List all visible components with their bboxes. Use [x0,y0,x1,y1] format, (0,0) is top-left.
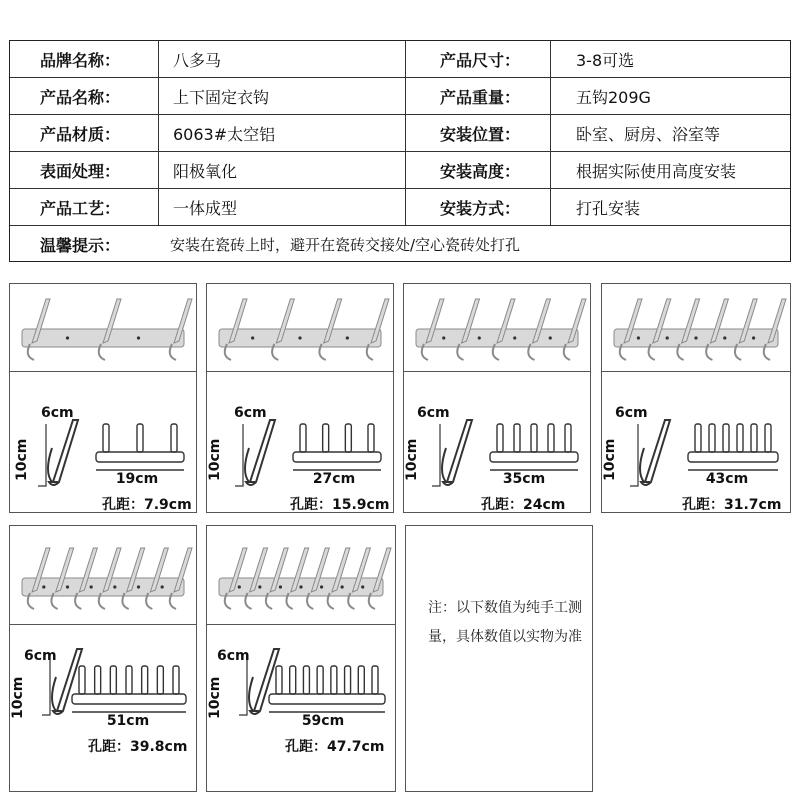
screw-hole [478,336,481,339]
width-label: 27cm [312,471,356,487]
depth-label: 6cm [615,405,648,421]
product-panel-4 [206,283,394,513]
spec-key: 品牌名称： [40,50,121,70]
dimension-bracket [630,424,638,486]
screw-hole [637,336,640,339]
front-hook [548,424,554,452]
profile-hook [245,448,255,482]
height-label: 10cm [602,438,618,481]
measurement-note: 注：以下数值为纯手工测量，具体数值以实物为准 [428,600,582,645]
front-hook [323,424,329,452]
front-hook [317,666,323,694]
depth-label: 6cm [234,405,267,421]
spec-key: 安装高度： [440,161,521,181]
screw-hole [90,585,93,588]
screw-hole [361,585,364,588]
front-bar [269,694,385,704]
front-bar [293,452,381,462]
width-label: 59cm [301,713,345,729]
front-bar [72,694,186,704]
profile-arm [641,420,670,485]
front-hook [95,666,101,694]
spec-key: 产品重量： [440,87,521,107]
front-hook [737,424,743,452]
screw-hole [752,336,755,339]
front-hook [103,424,109,452]
screw-hole [161,585,164,588]
screw-hole [341,585,344,588]
depth-label: 6cm [24,648,57,664]
front-hook [142,666,148,694]
pitch-label: 孔距：39.8cm [88,739,188,755]
hook-front-drawing [293,424,381,470]
front-hook [368,424,374,452]
screw-hole [279,585,282,588]
front-bar [688,452,778,462]
screw-hole [723,336,726,339]
pitch-label: 孔距：24cm [481,497,566,513]
front-hook [126,666,132,694]
height-label: 10cm [404,438,420,481]
spec-value: 6063#太空铝 [173,124,276,144]
front-hook [765,424,771,452]
hook-front-drawing [490,424,578,470]
pitch-label: 孔距：7.9cm [102,497,192,513]
spec-value: 阳极氧化 [173,161,238,181]
rack-bar [416,329,578,347]
hook-front-drawing [72,666,186,712]
front-hook [331,666,337,694]
profile-arm [49,420,78,485]
front-hook [709,424,715,452]
spec-key: 安装位置： [440,124,521,144]
screw-hole [42,585,45,588]
pitch-label: 孔距：15.9cm [290,497,390,513]
hook-rack-illustration [404,284,591,513]
spec-key: 产品名称： [40,87,121,107]
screw-hole [513,336,516,339]
spec-key: 产品材质： [40,124,121,144]
product-panel-7 [9,525,197,792]
spec-value: 卧室、厨房、浴室等 [576,124,721,144]
profile-hook [52,677,62,711]
front-bar [96,452,184,462]
product-panel-5 [403,283,591,513]
height-label: 10cm [207,676,223,719]
height-label: 10cm [10,676,26,719]
hook-rack-photo [22,299,192,360]
depth-label: 6cm [41,405,74,421]
spec-value: 一体成型 [173,198,238,218]
screw-hole [442,336,445,339]
spec-value: 上下固定衣钩 [173,87,270,107]
hook-rack-illustration [207,284,394,513]
front-hook [372,666,378,694]
tip-label: 温馨提示： [40,235,121,255]
height-label: 10cm [14,438,30,481]
front-hook [514,424,520,452]
spec-key: 产品工艺： [40,198,121,218]
hook-rack-photo [22,548,192,609]
spec-row [10,189,790,226]
dimension-bracket [432,424,440,486]
hook-side-profile [235,420,275,486]
front-hook [695,424,701,452]
product-panel-6 [601,283,791,513]
screw-hole [113,585,116,588]
spec-value: 打孔安装 [576,198,641,218]
front-hook [79,666,85,694]
spec-key: 产品尺寸： [440,50,521,70]
rack-bar [22,329,184,347]
front-hook [345,666,351,694]
front-hook [110,666,116,694]
width-label: 51cm [106,713,150,729]
screw-hole [66,585,69,588]
hook-front-drawing [269,666,385,712]
hook-rack-photo [219,548,391,609]
spec-row [10,78,790,115]
screw-hole [694,336,697,339]
spec-value: 根据实际使用高度安装 [576,161,737,181]
front-hook [497,424,503,452]
front-hook [290,666,296,694]
screw-hole [137,336,140,339]
depth-label: 6cm [417,405,450,421]
spec-value: 3-8可选 [576,50,635,70]
profile-arm [246,420,275,485]
profile-hook [249,677,259,711]
profile-hook [442,448,452,482]
pitch-label: 孔距：31.7cm [682,497,782,513]
width-label: 19cm [115,471,159,487]
spec-key: 表面处理： [40,161,121,181]
screw-hole [346,336,349,339]
spec-value: 八多马 [173,50,222,70]
front-bar [490,452,578,462]
width-label: 43cm [705,471,749,487]
front-hook [345,424,351,452]
front-hook [723,424,729,452]
hook-front-drawing [688,424,778,470]
profile-hook [48,448,58,482]
hook-rack-illustration [10,284,197,513]
screw-hole [251,336,254,339]
profile-hook [640,448,650,482]
tip-text: 安装在瓷砖上时，避开在瓷砖交接处/空心瓷砖处打孔 [170,235,521,254]
spec-row [10,115,790,152]
product-panel-3 [9,283,197,513]
profile-arm [443,420,472,485]
height-label: 10cm [207,438,223,481]
front-hook [276,666,282,694]
screw-hole [66,336,69,339]
screw-hole [549,336,552,339]
screw-hole [666,336,669,339]
rack-bar [22,578,184,596]
front-hook [137,424,143,452]
product-panel-8 [206,525,396,792]
spec-value: 五钩209G [576,87,651,107]
hook-rack-illustration [602,284,791,513]
front-hook [173,666,179,694]
screw-hole [238,585,241,588]
front-hook [300,424,306,452]
front-hook [303,666,309,694]
hook-rack-photo [416,299,586,360]
spec-row [10,152,790,189]
spec-table [9,40,791,262]
hook-rack-photo [219,299,389,360]
note-panel [405,525,593,792]
depth-label: 6cm [217,648,250,664]
hook-front-drawing [96,424,184,470]
front-hook [358,666,364,694]
front-hook [171,424,177,452]
hook-side-profile [630,420,670,486]
front-hook [531,424,537,452]
spec-tip-row [10,226,790,262]
front-hook [157,666,163,694]
screw-hole [258,585,261,588]
screw-hole [137,585,140,588]
pitch-label: 孔距：47.7cm [285,739,385,755]
screw-hole [298,336,301,339]
dimension-bracket [235,424,243,486]
spec-row [10,41,790,78]
front-hook [565,424,571,452]
front-hook [751,424,757,452]
width-label: 35cm [502,471,546,487]
dimension-bracket [38,424,46,486]
screw-hole [320,585,323,588]
hook-rack-photo [614,299,786,360]
spec-key: 安装方式： [440,198,521,218]
hook-side-profile [432,420,472,486]
hook-side-profile [38,420,78,486]
screw-hole [299,585,302,588]
